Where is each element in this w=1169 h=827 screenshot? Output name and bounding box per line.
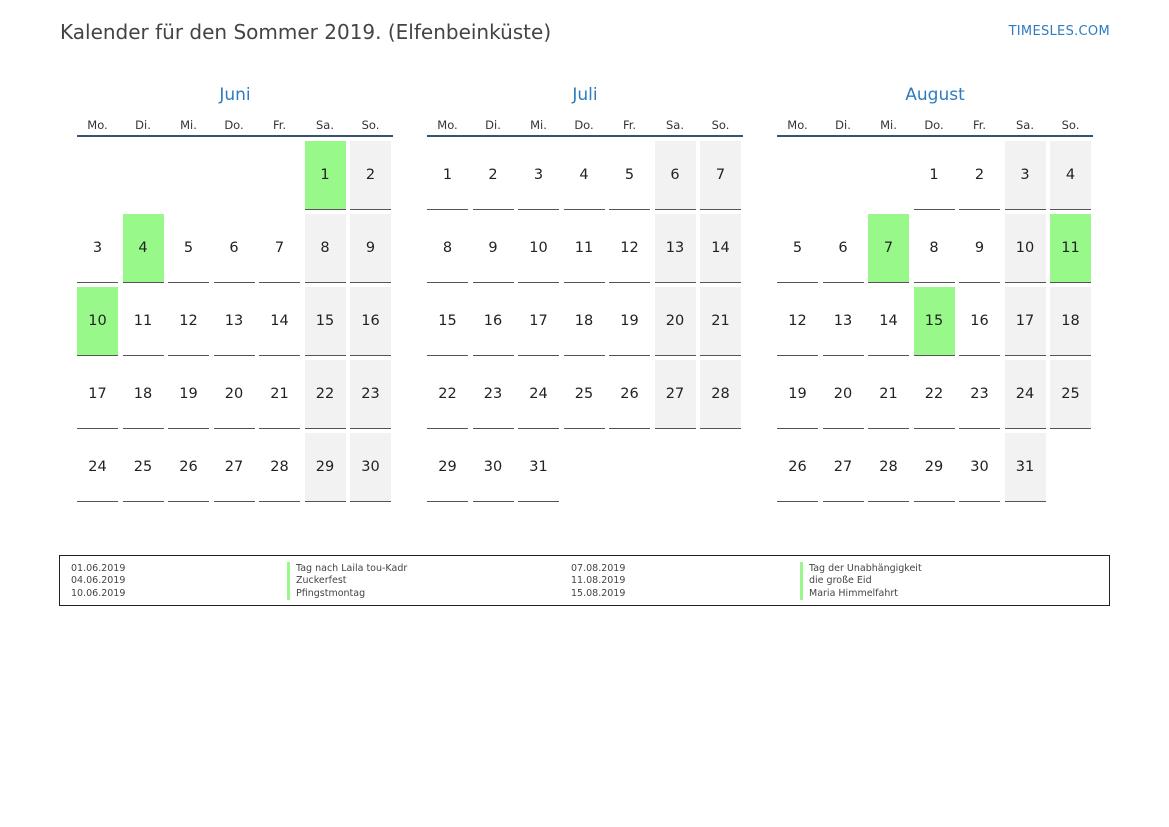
empty-day-cell: [77, 141, 118, 210]
day-cell[interactable]: 1: [914, 141, 955, 210]
legend-date: 15.08.2019: [571, 588, 626, 599]
day-cell[interactable]: 21: [868, 360, 909, 429]
legend-holiday-name: Tag nach Laila tou-Kadr: [287, 562, 407, 575]
day-grid: [427, 141, 743, 502]
day-cell[interactable]: 16: [350, 287, 391, 356]
day-cell[interactable]: 28: [259, 433, 300, 502]
weekday-label: Mo.: [87, 118, 108, 132]
day-cell[interactable]: 5: [609, 141, 650, 210]
page-title: Kalender für den Sommer 2019. (Elfenbeinküste): [60, 20, 552, 44]
day-cell[interactable]: 18: [564, 287, 605, 356]
day-cell[interactable]: 13: [655, 214, 696, 283]
legend-holiday-name: Maria Himmelfahrt: [800, 587, 898, 600]
legend-row: [60, 587, 1109, 600]
month-june: [77, 84, 393, 502]
day-cell[interactable]: 25: [564, 360, 605, 429]
month-title: Juni: [219, 85, 251, 105]
empty-day-cell: [868, 141, 909, 210]
weekday-label: So.: [361, 118, 380, 132]
day-cell[interactable]: 7: [259, 214, 300, 283]
weekday-label: Sa.: [315, 118, 334, 132]
weekday-label: Mo.: [437, 118, 458, 132]
day-cell[interactable]: 23: [350, 360, 391, 429]
day-cell[interactable]: 22: [427, 360, 468, 429]
day-cell[interactable]: 31: [1005, 433, 1046, 502]
day-cell[interactable]: 21: [259, 360, 300, 429]
legend-date: 01.06.2019: [71, 563, 126, 574]
weekday-label: Mi.: [180, 118, 197, 132]
day-cell[interactable]: 9: [473, 214, 514, 283]
day-cell[interactable]: 28: [700, 360, 741, 429]
holiday-day-cell[interactable]: 1: [305, 141, 346, 210]
day-cell[interactable]: 15: [427, 287, 468, 356]
day-cell[interactable]: 15: [305, 287, 346, 356]
day-cell[interactable]: 21: [700, 287, 741, 356]
day-cell[interactable]: 18: [1050, 287, 1091, 356]
day-cell[interactable]: 6: [823, 214, 864, 283]
day-cell[interactable]: 13: [214, 287, 255, 356]
empty-day-cell: [214, 141, 255, 210]
empty-day-cell: [259, 141, 300, 210]
day-cell[interactable]: 14: [868, 287, 909, 356]
day-cell[interactable]: 17: [1005, 287, 1046, 356]
day-cell[interactable]: 25: [123, 433, 164, 502]
weekday-label: So.: [711, 118, 730, 132]
day-cell[interactable]: 8: [305, 214, 346, 283]
empty-day-cell: [823, 141, 864, 210]
day-cell[interactable]: 27: [823, 433, 864, 502]
day-cell[interactable]: 6: [214, 214, 255, 283]
day-cell[interactable]: 7: [700, 141, 741, 210]
day-cell[interactable]: 27: [214, 433, 255, 502]
day-cell[interactable]: 26: [609, 360, 650, 429]
day-cell[interactable]: 9: [959, 214, 1000, 283]
legend-holiday-name: Zuckerfest: [287, 574, 347, 587]
day-cell[interactable]: 28: [868, 433, 909, 502]
day-cell[interactable]: 3: [1005, 141, 1046, 210]
day-cell[interactable]: 31: [518, 433, 559, 502]
day-cell[interactable]: 24: [77, 433, 118, 502]
day-cell[interactable]: 12: [777, 287, 818, 356]
weekday-label: Di.: [485, 118, 501, 132]
weekday-label: Do.: [574, 118, 594, 132]
weekday-label: So.: [1061, 118, 1080, 132]
day-cell[interactable]: 9: [350, 214, 391, 283]
day-cell[interactable]: 16: [959, 287, 1000, 356]
day-cell[interactable]: 1: [427, 141, 468, 210]
month-title: Juli: [572, 85, 598, 105]
weekday-label: Do.: [924, 118, 944, 132]
weekday-label: Di.: [835, 118, 851, 132]
weekday-label: Fr.: [622, 118, 637, 132]
legend-row: [60, 574, 1109, 587]
weekday-header: [777, 117, 1093, 137]
weekday-label: Sa.: [1015, 118, 1034, 132]
day-cell[interactable]: 22: [914, 360, 955, 429]
day-cell[interactable]: 14: [259, 287, 300, 356]
day-cell[interactable]: 14: [700, 214, 741, 283]
month-august: [777, 84, 1093, 502]
weekday-header: [77, 117, 393, 137]
day-cell[interactable]: 5: [168, 214, 209, 283]
day-cell[interactable]: 12: [609, 214, 650, 283]
day-cell[interactable]: 2: [473, 141, 514, 210]
month-july: [427, 84, 743, 502]
weekday-label: Mo.: [787, 118, 808, 132]
legend-holiday-name: Pfingstmontag: [287, 587, 365, 600]
day-cell[interactable]: 8: [914, 214, 955, 283]
weekday-label: Mi.: [530, 118, 547, 132]
weekday-header: [427, 117, 743, 137]
day-cell[interactable]: 10: [1005, 214, 1046, 283]
weekday-label: Do.: [224, 118, 244, 132]
day-cell[interactable]: 2: [350, 141, 391, 210]
weekday-label: Fr.: [272, 118, 287, 132]
holiday-day-cell[interactable]: 7: [868, 214, 909, 283]
day-cell[interactable]: 20: [214, 360, 255, 429]
day-cell[interactable]: 20: [655, 287, 696, 356]
empty-day-cell: [123, 141, 164, 210]
day-cell[interactable]: 2: [959, 141, 1000, 210]
day-cell[interactable]: 19: [777, 360, 818, 429]
weekday-label: Mi.: [880, 118, 897, 132]
holiday-day-cell[interactable]: 11: [1050, 214, 1091, 283]
day-cell[interactable]: 30: [473, 433, 514, 502]
empty-day-cell: [777, 141, 818, 210]
day-grid: [77, 141, 393, 502]
day-cell[interactable]: 6: [655, 141, 696, 210]
day-cell[interactable]: 3: [518, 141, 559, 210]
day-cell[interactable]: 29: [427, 433, 468, 502]
day-grid: [777, 141, 1093, 502]
day-cell[interactable]: 8: [427, 214, 468, 283]
day-cell[interactable]: 26: [777, 433, 818, 502]
day-cell[interactable]: 12: [168, 287, 209, 356]
day-cell[interactable]: 24: [1005, 360, 1046, 429]
day-cell[interactable]: 17: [77, 360, 118, 429]
day-cell[interactable]: 19: [609, 287, 650, 356]
legend-holiday-name: die große Eid: [800, 574, 872, 587]
holiday-day-cell[interactable]: 15: [914, 287, 955, 356]
day-cell[interactable]: 19: [168, 360, 209, 429]
legend-date: 07.08.2019: [571, 563, 626, 574]
day-cell[interactable]: 13: [823, 287, 864, 356]
holiday-day-cell[interactable]: 10: [77, 287, 118, 356]
day-cell[interactable]: 10: [518, 214, 559, 283]
site-link[interactable]: TIMESLES.COM: [1008, 24, 1110, 39]
legend-date: 04.06.2019: [71, 575, 126, 586]
legend-date: 11.08.2019: [571, 575, 626, 586]
day-cell[interactable]: 5: [777, 214, 818, 283]
day-cell[interactable]: 30: [959, 433, 1000, 502]
day-cell[interactable]: 4: [1050, 141, 1091, 210]
day-cell[interactable]: 25: [1050, 360, 1091, 429]
month-title: August: [905, 85, 965, 105]
day-cell[interactable]: 24: [518, 360, 559, 429]
holiday-day-cell[interactable]: 4: [123, 214, 164, 283]
day-cell[interactable]: 23: [959, 360, 1000, 429]
day-cell[interactable]: 3: [77, 214, 118, 283]
day-cell[interactable]: 18: [123, 360, 164, 429]
holiday-legend: [59, 555, 1110, 606]
day-cell[interactable]: 11: [564, 214, 605, 283]
day-cell[interactable]: 30: [350, 433, 391, 502]
day-cell[interactable]: 27: [655, 360, 696, 429]
day-cell[interactable]: 29: [914, 433, 955, 502]
day-cell[interactable]: 17: [518, 287, 559, 356]
empty-day-cell: [168, 141, 209, 210]
day-cell[interactable]: 16: [473, 287, 514, 356]
weekday-label: Sa.: [665, 118, 684, 132]
day-cell[interactable]: 11: [123, 287, 164, 356]
day-cell[interactable]: 20: [823, 360, 864, 429]
day-cell[interactable]: 23: [473, 360, 514, 429]
day-cell[interactable]: 29: [305, 433, 346, 502]
weekday-label: Di.: [135, 118, 151, 132]
legend-date: 10.06.2019: [71, 588, 126, 599]
day-cell[interactable]: 4: [564, 141, 605, 210]
day-cell[interactable]: 22: [305, 360, 346, 429]
day-cell[interactable]: 26: [168, 433, 209, 502]
weekday-label: Fr.: [972, 118, 987, 132]
legend-holiday-name: Tag der Unabhängigkeit: [800, 562, 922, 575]
